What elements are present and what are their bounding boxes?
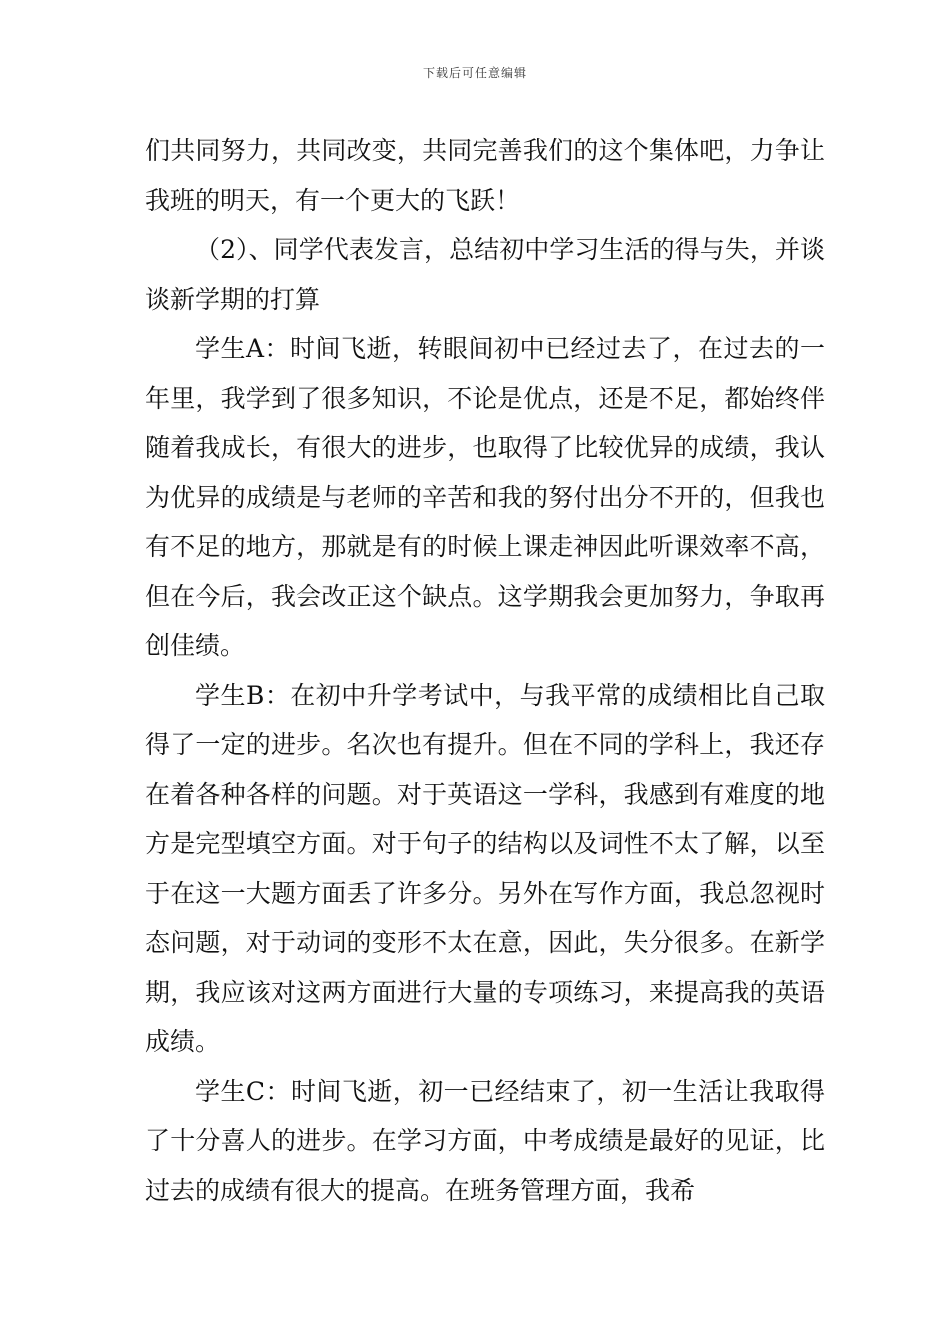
page-header: 下载后可任意编辑 <box>422 66 527 80</box>
paragraph-5: 学生C：时间飞逝，初一已经结束了，初一生活让我取得了十分喜人的进步。在学习方面，中考成绩是最好的见证，比过去的成绩有很大的提高。在班务管理方面，我希 <box>145 1076 825 1205</box>
paragraph-4: 学生B：在初中升学考试中，与我平常的成绩相比自己取得了一定的进步。名次也有提升。但在不同的学科上，我还存在着各种各样的问题。对于英语这一学科，我感到有难度的地方是完型填空方面。对于句子的结构以及词性不太了解，以至于在这一大题方面丢了许多分。另外在写作方面，我总忽视时态问题，对于动词的变形不太在意，因此，失分很多。在新学期，我应该对这两方面进行大量的专项练习，来提高我的英语成绩。 <box>145 680 825 1056</box>
paragraph-3: 学生A：时间飞逝，转眼间初中已经过去了，在过去的一年里，我学到了很多知识，不论是优点，还是不足，都始终伴随着我成长，有很大的进步，也取得了比较优异的成绩，我认为优异的成绩是与老师的辛苦和我的努付出分不开的，但我也有不足的地方，那就是有的时候上课走神因此听课效率不高，但在今后，我会改正这个缺点。这学期我会更加努力，争取再创佳绩。 <box>145 334 825 660</box>
document-body <box>145 126 825 1215</box>
paragraph-1: 们共同努力，共同改变，共同完善我们的这个集体吧，力争让我班的明天，有一个更大的飞跃！ <box>145 136 825 215</box>
paragraph-2: （2）、同学代表发言，总结初中学习生活的得与失，并谈谈新学期的打算 <box>145 235 825 314</box>
